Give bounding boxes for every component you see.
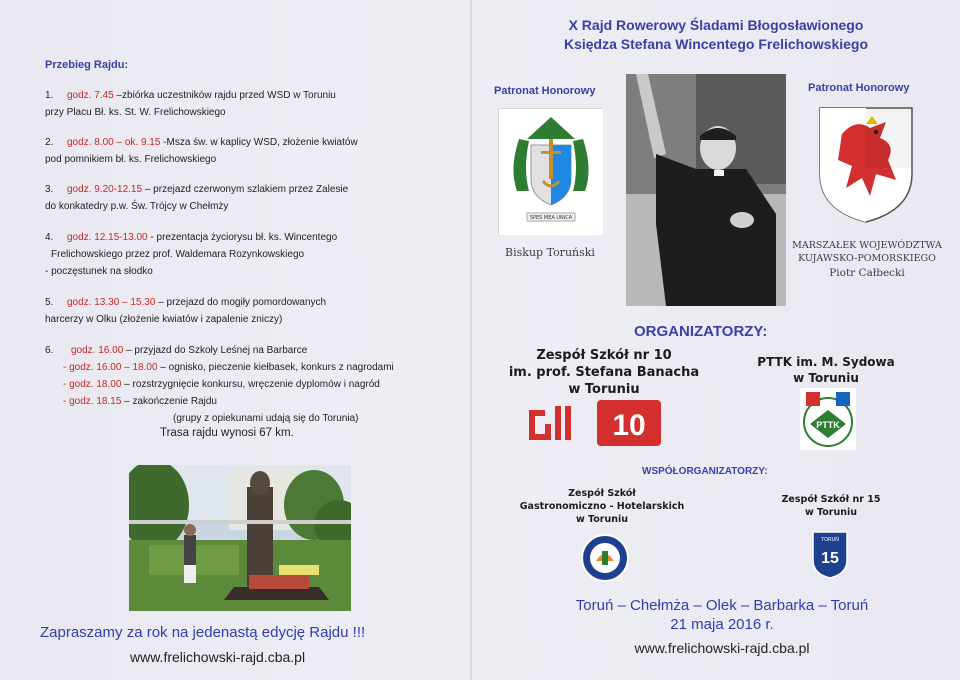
item-text-2: przy Placu Bł. ks. St. W. Frelichowskiego (45, 107, 226, 118)
sub-time: godz. 16.00 – 18.00 (69, 362, 158, 373)
sub-item-1 (45, 362, 394, 373)
marshal-line-1: MARSZAŁEK WOJEWÓDZTWA (792, 240, 942, 251)
coorg2-line-2: w Toruniu (804, 507, 858, 518)
organizer-school-10 (494, 347, 714, 398)
item-text-2: pod pomnikiem bł. ks. Frelichowskiego (45, 154, 217, 165)
honorary-patron-right: Patronat Honorowy (808, 82, 910, 94)
coorganizer-gastro (502, 487, 702, 526)
item-number: 5. (45, 297, 54, 308)
item-number: 2. (45, 137, 54, 148)
sub-item-3 (45, 396, 217, 407)
marshal-name: Piotr Całbecki (829, 267, 905, 279)
sub-time: godz. 18.00 (69, 379, 122, 390)
item-text: - prezentacja życiorysu bł. ks. Wincentego (147, 232, 338, 243)
organizers-title: ORGANIZATORZY: (634, 323, 768, 340)
item-number: 3. (45, 184, 54, 195)
item-time: godz. 12.15-13.00 (67, 232, 148, 243)
ten-logo-icon (597, 400, 661, 446)
ten-logo-text: 10 (612, 409, 646, 442)
left-panel (0, 0, 470, 680)
item-time: godz. 16.00 (71, 345, 124, 356)
schedule-item-2 (45, 134, 358, 168)
item-text: – przejazd czerwonym szlakiem przez Zalesie (142, 184, 349, 195)
coorg1-line-2: Gastronomiczno - Hotelarskich (519, 501, 685, 512)
school-10-logo (597, 400, 661, 446)
event-title (472, 16, 960, 54)
shield-badge-icon (811, 530, 849, 580)
sub-note: (grupy z opiekunami udają się do Torunia) (173, 413, 359, 424)
item-text-2: do konkatedry p.w. Św. Trójcy w Chełmży (45, 201, 229, 212)
event-date: 21 maja 2016 r. (670, 616, 774, 633)
portrait-photo (626, 74, 786, 306)
gastro-school-logo (580, 533, 630, 583)
bishop-motto: SPES MEA UNICA (529, 215, 573, 221)
item-text: – przyjazd do Szkoły Leśnej na Barbarce (123, 345, 308, 356)
item-number: 1. (45, 90, 54, 101)
coorg1-line-1: Zespół Szkół (568, 488, 636, 499)
org1-line-3: w Toruniu (568, 382, 640, 397)
item-text: –zbiórka uczestników rajdu przed WSD w Toruniu (113, 90, 336, 101)
marshal-line-2: KUJAWSKO-POMORSKIEGO (798, 253, 936, 264)
eagle-griffin-icon (816, 104, 916, 226)
pttk-icon (800, 388, 856, 450)
badge-top-text: TORUŃ (821, 537, 839, 543)
pttk-logo (800, 388, 856, 450)
item-time: godz. 7.45 (67, 90, 114, 101)
school-g-logo (527, 402, 577, 444)
website-url[interactable]: www.frelichowski-rajd.cba.pl (130, 649, 306, 665)
bishop-coat-of-arms (498, 108, 602, 234)
event-title-line-1: X Rajd Rowerowy Śladami Błogosławionego (568, 17, 864, 33)
item-text-3: - poczęstunek na słodko (45, 266, 153, 277)
bishop-coat-icon (499, 109, 603, 235)
sub-text: – rozstrzygnięcie konkursu, wręczenie dyplomów i nagród (121, 379, 380, 390)
sub-prefix: - (63, 396, 70, 407)
right-panel (472, 0, 960, 680)
website-url-right[interactable]: www.frelichowski-rajd.cba.pl (634, 640, 810, 656)
org1-line-2: im. prof. Stefana Banacha (508, 365, 700, 380)
schedule-item-5 (45, 294, 326, 328)
sub-prefix: - (63, 379, 70, 390)
marshal-caption (792, 239, 942, 280)
pttk-logo-text: PTTK (816, 420, 840, 430)
item-text-2: Frelichowskiego przez prof. Waldemara Rozynkowskiego (51, 249, 305, 260)
organizer-pttk (738, 354, 914, 386)
route-distance: Trasa rajdu wynosi 67 km. (160, 427, 294, 439)
coorg1-line-3: w Toruniu (575, 514, 629, 525)
badge-number: 15 (821, 550, 839, 567)
item-text: – przejazd do mogiły pomordowanych (155, 297, 327, 308)
org2-line-2: w Toruniu (793, 371, 859, 385)
school-15-badge (811, 530, 849, 580)
coorg2-line-1: Zespół Szkół nr 15 (781, 494, 881, 505)
item-time: godz. 13.30 – 15.30 (67, 297, 156, 308)
event-title-line-2: Księdza Stefana Wincentego Frelichowskiego (563, 36, 869, 52)
coorganizer-school-15 (756, 493, 906, 519)
item-text-2: harcerzy w Olku (złożenie kwiatów i zapalenie zniczy) (45, 314, 283, 325)
sub-prefix: - (63, 362, 70, 373)
invitation-text: Zapraszamy za rok na jedenastą edycję Rajdu !!! (40, 624, 366, 641)
schedule-item-1 (45, 87, 336, 121)
sub-text: – zakończenie Rajdu (121, 396, 217, 407)
g-logo-icon (527, 402, 577, 444)
honorary-patron-left: Patronat Honorowy (494, 85, 596, 97)
item-text: -Msza św. w kaplicy WSD, złożenie kwiatów (160, 137, 358, 148)
monument-photo (129, 465, 351, 611)
org1-line-1: Zespół Szkół nr 10 (536, 348, 672, 363)
regional-coat-of-arms (816, 104, 916, 226)
schedule-title: Przebieg Rajdu: (45, 59, 129, 71)
coorganizers-title: WSPÓŁORGANIZATORZY: (642, 466, 768, 477)
route-text: Toruń – Chełmża – Olek – Barbarka – Toruń (575, 597, 869, 614)
schedule-item-3 (45, 181, 348, 215)
sub-item-2 (45, 379, 380, 390)
org2-line-1: PTTK im. M. Sydowa (757, 355, 895, 369)
item-time: godz. 8.00 – ok. 9.15 (67, 137, 161, 148)
sub-text: – ognisko, pieczenie kiełbasek, konkurs z nagrodami (157, 362, 394, 373)
route-and-date (472, 596, 960, 634)
item-number: 6. (45, 345, 54, 356)
item-number: 4. (45, 232, 54, 243)
schedule-item-4 (45, 229, 337, 280)
schedule-item-6 (45, 342, 465, 427)
item-time: godz. 9.20-12.15 (67, 184, 143, 195)
chef-emblem-icon (580, 533, 630, 583)
bishop-caption: Biskup Toruński (505, 246, 595, 259)
sub-time: godz. 18.15 (69, 396, 122, 407)
